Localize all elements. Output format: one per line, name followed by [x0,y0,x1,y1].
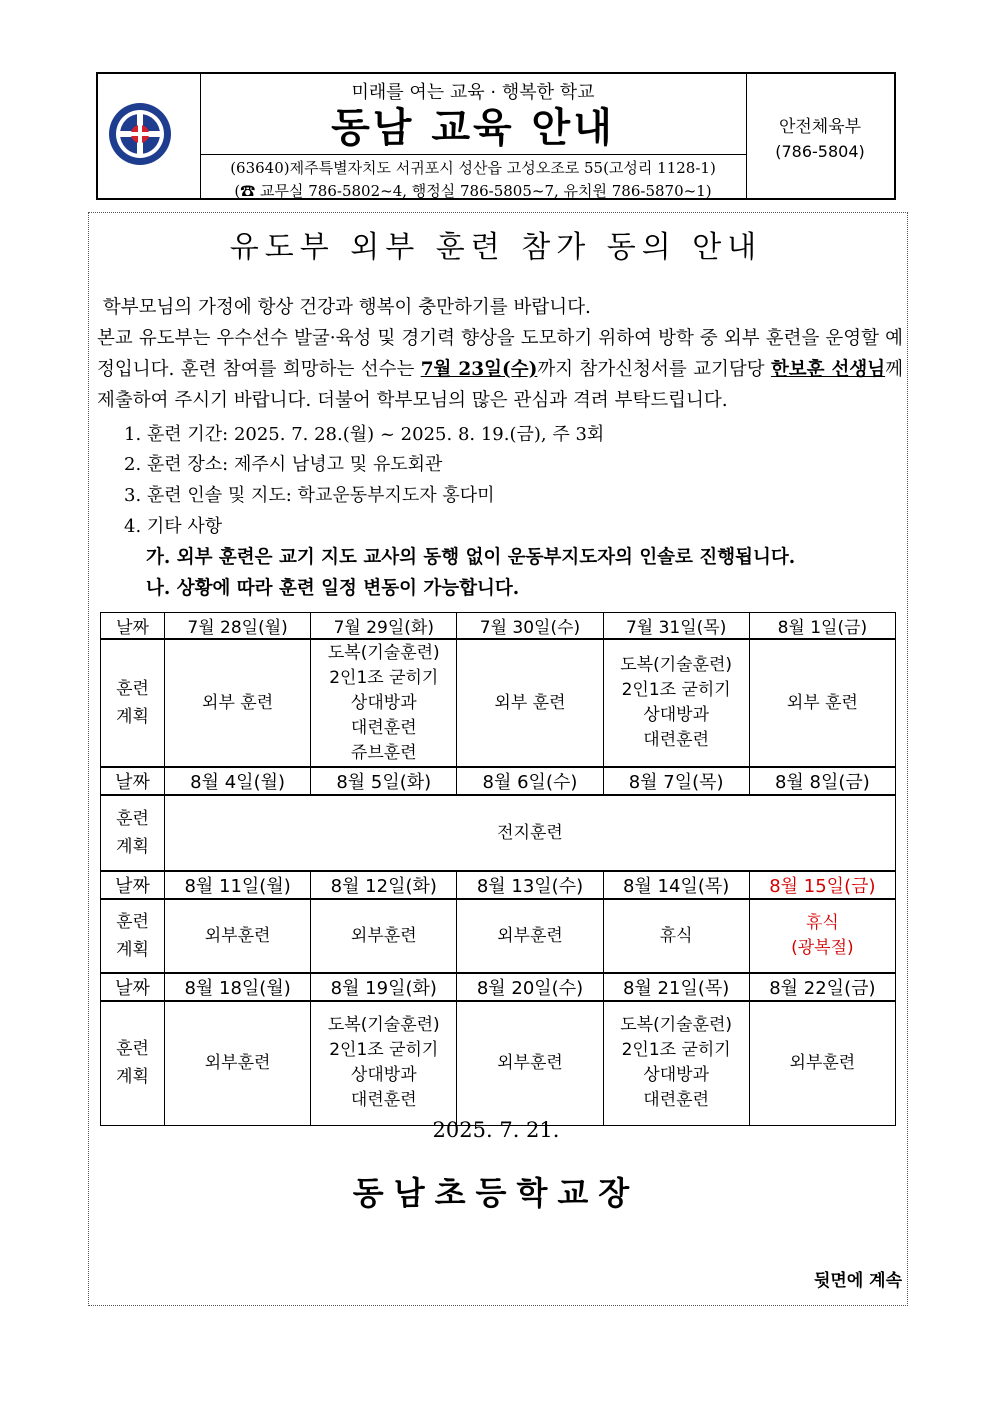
plan-row [101,795,896,871]
plan-row [101,899,896,973]
date-cell: 7월 31일(목) [603,613,749,640]
letterhead [96,72,896,200]
slogan: 미래를 여는 교육 · 행복한 학교 [351,82,595,103]
greeting-text: 학부모님의 가정에 항상 건강과 행복이 충만하기를 바랍니다. [102,297,591,318]
plan-cell: 도복(기술훈련) 2인1조 굳히기 상대방과 대련훈련 [603,639,749,767]
logo-cell [98,74,201,198]
date-cell: 8월 11일(월) [165,871,311,899]
note-item: 가. 외부 훈련은 교기 지도 교사의 동행 없이 운동부지도자의 인솔로 진행됩니다. [146,547,796,568]
date-cell: 8월 13일(수) [457,871,603,899]
date-label: 날짜 [101,973,165,1001]
holiday-plan-cell: 휴식 (광복절) [749,899,895,973]
newsletter-title: 동남 교육 안내 [331,105,615,151]
plan-cell: 외부훈련 [311,899,457,973]
plan-row [101,1001,896,1125]
plan-cell: 외부 훈련 [165,639,311,767]
school-address: (63640)제주특별자치도 서귀포시 성산읍 고성오조로 55(고성리 1128-1) [230,159,716,177]
title-cell [200,74,747,198]
date-row [101,767,896,795]
department-phone: (786-5804) [775,142,865,161]
plan-cell: 외부 훈련 [749,639,895,767]
note-item: 나. 상황에 따라 훈련 일정 변동이 가능합니다. [146,578,520,599]
date-label: 날짜 [101,871,165,899]
department-cell [746,74,894,198]
plan-label: 훈련 계획 [101,1001,165,1125]
body-text-c: 께 제출하여 주시기 바랍니다. 더불어 학부모님의 많은 관심과 격려 부탁드립니다. [97,359,903,411]
info-item: 4. 기타 사항 [124,516,223,537]
body-text-a: 본교 유도부는 우수선수 발굴·육성 및 경기력 향상을 도모하기 위하여 방학 중 외부 훈련을 운영할 예정입니다. 훈련 참여를 희망하는 선수는 [97,328,903,380]
plan-cell: 휴식 [603,899,749,973]
plan-cell: 외부훈련 [457,899,603,973]
plan-label: 훈련 계획 [101,899,165,973]
plan-cell: 외부훈련 [457,1001,603,1125]
plan-cell: 도복(기술훈련) 2인1조 굳히기 상대방과 대련훈련 [603,1001,749,1125]
teacher-name: 한보훈 선생님 [770,359,886,380]
plan-cell: 도복(기술훈련) 2인1조 굳히기 상대방과 대련훈련 쥬브훈련 [311,639,457,767]
date-label: 날짜 [101,613,165,640]
date-label: 날짜 [101,767,165,795]
document-title: 유도부 외부 훈련 참가 동의 안내 [229,230,763,265]
plan-cell: 도복(기술훈련) 2인1조 굳히기 상대방과 대련훈련 [311,1001,457,1125]
info-item: 1. 훈련 기간: 2025. 7. 28.(월) ~ 2025. 8. 19.(금), 주 3회 [124,424,605,445]
principal-signature: 동남초등학교장 [352,1174,640,1212]
plan-label: 훈련 계획 [101,639,165,767]
date-cell: 8월 20일(수) [457,973,603,1001]
school-logo-icon [108,102,172,166]
date-cell: 8월 12일(화) [311,871,457,899]
date-cell: 7월 30일(수) [457,613,603,640]
holiday-date-cell: 8월 15일(금) [749,871,895,899]
date-cell: 8월 5일(화) [311,767,457,795]
info-item: 3. 훈련 인솔 및 지도: 학교운동부지도자 홍다미 [124,485,495,506]
training-schedule-table [100,612,896,1126]
body-paragraph [97,323,903,416]
date-cell: 8월 18일(월) [165,973,311,1001]
address-block [200,154,746,201]
info-item: 2. 훈련 장소: 제주시 남녕고 및 유도회관 [124,454,443,475]
plan-cell: 외부 훈련 [457,639,603,767]
department-name: 안전체육부 [778,117,862,137]
plan-cell-merged: 전지훈련 [165,795,896,871]
date-cell: 8월 8일(금) [749,767,895,795]
date-cell: 7월 29일(화) [311,613,457,640]
issue-date: 2025. 7. 21. [432,1118,560,1142]
deadline-date: 7월 23일(수) [420,359,538,380]
plan-cell: 외부훈련 [165,899,311,973]
body-text-b: 까지 참가신청서를 교기담당 [537,359,771,380]
date-cell: 8월 4일(월) [165,767,311,795]
continued-note: 뒷면에 계속 [813,1271,902,1291]
date-row [101,871,896,899]
date-cell: 8월 19일(화) [311,973,457,1001]
date-cell: 8월 14일(목) [603,871,749,899]
date-row [101,613,896,640]
date-cell: 8월 21일(목) [603,973,749,1001]
date-cell: 8월 6일(수) [457,767,603,795]
date-cell: 7월 28일(월) [165,613,311,640]
date-cell: 8월 1일(금) [749,613,895,640]
plan-cell: 외부훈련 [165,1001,311,1125]
date-row [101,973,896,1001]
plan-row [101,639,896,767]
date-cell: 8월 22일(금) [749,973,895,1001]
greeting [97,292,903,323]
date-cell: 8월 7일(목) [603,767,749,795]
plan-label: 훈련 계획 [101,795,165,871]
school-phones: (☎ 교무실 786-5802~4, 행정실 786-5805~7, 유치원 786-5870~1) [234,182,712,200]
plan-cell: 외부훈련 [749,1001,895,1125]
